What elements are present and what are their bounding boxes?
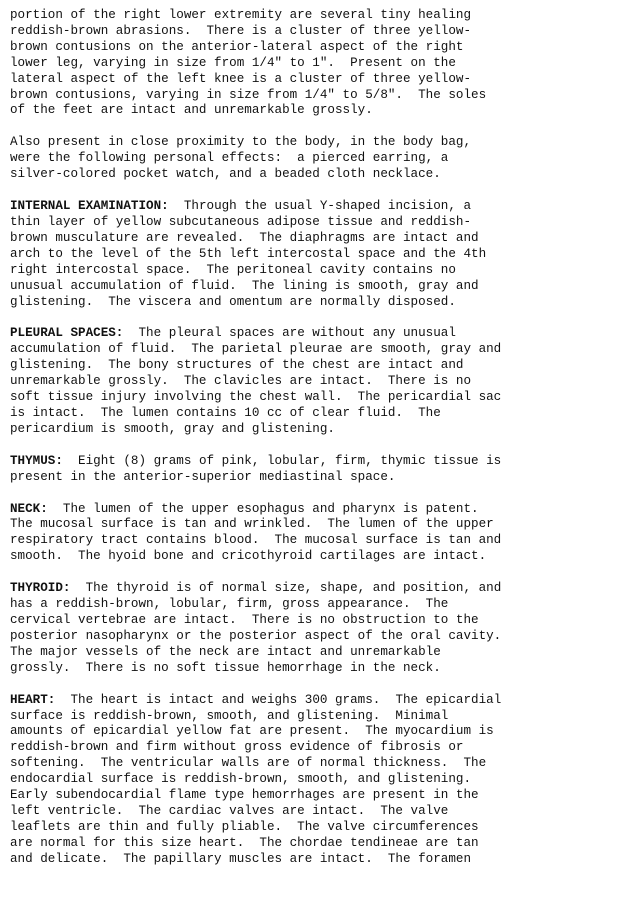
- line-text: unremarkable grossly. The clavicles are intact. There is no: [10, 374, 472, 389]
- text-line: [10, 836, 622, 852]
- text-line: [10, 406, 622, 422]
- line-text: lateral aspect of the left knee is a cluster of three yellow-: [10, 71, 472, 86]
- line-text: posterior nasopharynx or the posterior aspect of the oral cavity.: [10, 628, 502, 643]
- line-text: pericardium is smooth, gray and glistening.: [10, 421, 335, 436]
- line-text: respiratory tract contains blood. The mucosal surface is tan and: [10, 533, 502, 548]
- text-line: [10, 231, 622, 247]
- line-text: Also present in close proximity to the body, in the body bag,: [10, 135, 472, 150]
- line-text: leaflets are thin and fully pliable. The valve circumferences: [10, 819, 479, 834]
- text-line: [10, 804, 622, 820]
- line-text: glistening. The bony structures of the chest are intact and: [10, 358, 464, 373]
- line-text: reddish-brown abrasions. There is a cluster of three yellow-: [10, 23, 472, 38]
- line-text: left ventricle. The cardiac valves are intact. The valve: [10, 803, 449, 818]
- line-text: arch to the level of the 5th left intercostal space and the 4th: [10, 246, 487, 261]
- text-line: [10, 756, 622, 772]
- text-line: [10, 247, 622, 263]
- text-line: [10, 709, 622, 725]
- text-line: [10, 597, 622, 613]
- text-line: [10, 772, 622, 788]
- section-heading: INTERNAL EXAMINATION:: [10, 199, 169, 214]
- text-line: [10, 199, 622, 215]
- text-line: [10, 103, 622, 119]
- text-line: [10, 661, 622, 677]
- line-text: is intact. The lumen contains 10 cc of clear fluid. The: [10, 405, 441, 420]
- section-heading: PLEURAL SPACES:: [10, 326, 124, 341]
- text-line: [10, 342, 622, 358]
- line-text: Through the usual Y-shaped incision, a: [168, 199, 472, 214]
- line-text: Eight (8) grams of pink, lobular, firm, thymic tissue is: [62, 453, 502, 468]
- text-line: [10, 517, 622, 533]
- text-line: [10, 581, 622, 597]
- text-line: [10, 454, 622, 470]
- document-page: [10, 8, 622, 884]
- line-text: brown musculature are revealed. The diaphragms are intact and: [10, 230, 479, 245]
- paragraph: [10, 326, 622, 437]
- line-text: portion of the right lower extremity are several tiny healing: [10, 8, 472, 22]
- line-text: lower leg, varying in size from 1/4" to 1". Present on the: [10, 55, 456, 70]
- line-text: silver-colored pocket watch, and a beaded cloth necklace.: [10, 167, 441, 182]
- line-text: present in the anterior-superior mediastinal space.: [10, 469, 396, 484]
- line-text: The lumen of the upper esophagus and pharynx is patent.: [47, 501, 479, 516]
- text-line: [10, 279, 622, 295]
- line-text: The thyroid is of normal size, shape, and position, and: [70, 581, 502, 596]
- section-heading: THYROID:: [10, 581, 71, 596]
- line-text: brown contusions, varying in size from 1/4" to 5/8". The soles: [10, 87, 487, 102]
- paragraph: [10, 581, 622, 676]
- section-heading: THYMUS:: [10, 453, 63, 468]
- line-text: right intercostal space. The peritoneal cavity contains no: [10, 262, 456, 277]
- text-line: [10, 740, 622, 756]
- line-text: of the feet are intact and unremarkable grossly.: [10, 103, 373, 118]
- text-line: [10, 422, 622, 438]
- text-line: [10, 629, 622, 645]
- paragraph: [10, 199, 622, 310]
- line-text: smooth. The hyoid bone and cricothyroid cartilages are intact.: [10, 549, 487, 564]
- text-line: [10, 358, 622, 374]
- line-text: The major vessels of the neck are intact and unremarkable: [10, 644, 441, 659]
- text-line: [10, 502, 622, 518]
- paragraph: [10, 454, 622, 486]
- text-line: [10, 390, 622, 406]
- text-line: [10, 40, 622, 56]
- line-text: thin layer of yellow subcutaneous adipose tissue and reddish-: [10, 214, 472, 229]
- line-text: Early subendocardial flame type hemorrhages are present in the: [10, 788, 479, 803]
- line-text: accumulation of fluid. The parietal pleurae are smooth, gray and: [10, 342, 502, 357]
- text-line: [10, 215, 622, 231]
- paragraph: [10, 8, 622, 119]
- text-line: [10, 263, 622, 279]
- line-text: The pleural spaces are without any unusual: [123, 326, 456, 341]
- line-text: glistening. The viscera and omentum are normally disposed.: [10, 294, 456, 309]
- text-line: [10, 693, 622, 709]
- line-text: The mucosal surface is tan and wrinkled. The lumen of the upper: [10, 517, 494, 532]
- text-line: [10, 167, 622, 183]
- text-line: [10, 788, 622, 804]
- text-line: [10, 88, 622, 104]
- section-heading: HEART:: [10, 692, 56, 707]
- line-text: softening. The ventricular walls are of normal thickness. The: [10, 756, 487, 771]
- line-text: unusual accumulation of fluid. The lining is smooth, gray and: [10, 278, 479, 293]
- text-line: [10, 151, 622, 167]
- line-text: grossly. There is no soft tissue hemorrhage in the neck.: [10, 660, 441, 675]
- line-text: has a reddish-brown, lobular, firm, gross appearance. The: [10, 597, 449, 612]
- line-text: are normal for this size heart. The chordae tendineae are tan: [10, 835, 479, 850]
- paragraph: [10, 135, 622, 183]
- text-line: [10, 8, 622, 24]
- text-line: [10, 135, 622, 151]
- line-text: cervical vertebrae are intact. There is no obstruction to the: [10, 613, 479, 627]
- text-line: [10, 24, 622, 40]
- line-text: endocardial surface is reddish-brown, smooth, and glistening.: [10, 772, 472, 787]
- text-line: [10, 470, 622, 486]
- line-text: were the following personal effects: a pierced earring, a: [10, 151, 449, 166]
- line-text: The heart is intact and weighs 300 grams. The epicardial: [55, 692, 502, 707]
- text-line: [10, 326, 622, 342]
- line-text: and delicate. The papillary muscles are intact. The foramen: [10, 851, 472, 866]
- paragraph: [10, 502, 622, 566]
- line-text: brown contusions on the anterior-lateral aspect of the right: [10, 39, 464, 54]
- text-line: [10, 645, 622, 661]
- line-text: amounts of epicardial yellow fat are present. The myocardium is: [10, 724, 494, 739]
- text-line: [10, 820, 622, 836]
- paragraph: [10, 693, 622, 868]
- line-text: reddish-brown and firm without gross evidence of fibrosis or: [10, 740, 464, 755]
- text-line: [10, 549, 622, 565]
- text-line: [10, 613, 622, 629]
- line-text: soft tissue injury involving the chest wall. The pericardial sac: [10, 390, 502, 405]
- text-line: [10, 533, 622, 549]
- line-text: surface is reddish-brown, smooth, and glistening. Minimal: [10, 708, 449, 723]
- section-heading: NECK:: [10, 501, 48, 516]
- text-line: [10, 374, 622, 390]
- text-line: [10, 724, 622, 740]
- text-line: [10, 72, 622, 88]
- text-line: [10, 295, 622, 311]
- text-line: [10, 852, 622, 868]
- text-line: [10, 56, 622, 72]
